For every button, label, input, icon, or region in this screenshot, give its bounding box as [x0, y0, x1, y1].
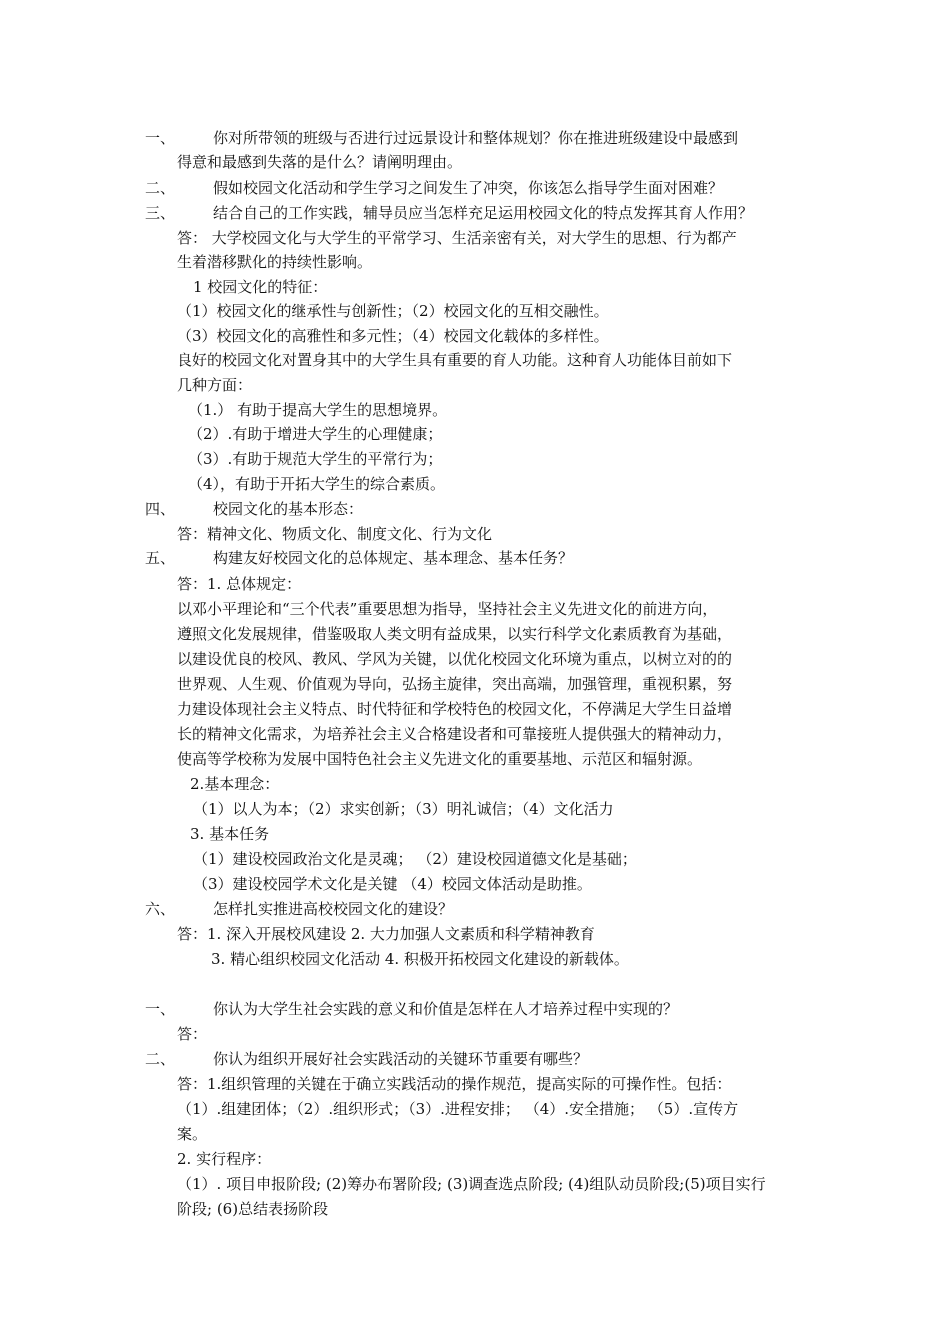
question-text: 怎样扎实推进高校校园文化的建设？: [213, 900, 454, 918]
question-number: 一、: [145, 1000, 176, 1018]
answer-text: 以建设优良的校风、教风、学风为关键，以优化校园文化环境为重点，以树立对的的: [177, 650, 733, 668]
question-text: 校园文化的基本形态：: [213, 500, 364, 518]
answer-text: 3. 精心组织校园文化活动 4. 积极开拓校园文化建设的新载体。: [211, 950, 629, 968]
answer-text: 力建设体现社会主义特点、时代特征和学校特色的校园文化，不停满足大学生日益增: [177, 700, 733, 718]
list-item: （4），有助于开拓大学生的综合素质。: [188, 475, 446, 493]
answer-text: 使高等学校称为发展中国特色社会主义先进文化的重要基地、示范区和辐射源。: [177, 750, 703, 768]
answer-text: （1）建设校园政治文化是灵魂； （2）建设校园道德文化是基础；: [193, 850, 637, 868]
answer-text: 以邓小平理论和“三个代表”重要思想为指导，坚持社会主义先进文化的前进方向，: [177, 600, 718, 618]
question-text: 得意和最感到失落的是什么？请阐明理由。: [177, 153, 463, 171]
question-number: 五、: [145, 549, 176, 567]
answer-subheading: 答：1. 总体规定：: [177, 575, 302, 593]
list-item: （2）.有助于增进大学生的心理健康；: [188, 425, 443, 443]
answer-text: 遵照文化发展规律，借鉴吸取人类文明有益成果，以实行科学文化素质教育为基础，: [177, 625, 733, 643]
answer-text: （3）建设校园学术文化是关键 （4）校园文体活动是助推。: [193, 875, 592, 893]
answer-text: 案。: [177, 1125, 208, 1143]
question-text: 你认为大学生社会实践的意义和价值是怎样在人才培养过程中实现的？: [213, 1000, 679, 1018]
question-text: 你认为组织开展好社会实践活动的关键环节重要有哪些？: [213, 1050, 589, 1068]
question-text: 结合自己的工作实践，辅导员应当怎样充足运用校园文化的特点发挥其育人作用？: [213, 204, 754, 222]
answer-text: 几种方面：: [177, 376, 253, 394]
answer-subheading: 1 校园文化的特征：: [193, 278, 328, 296]
question-text: 构建友好校园文化的总体规定、基本理念、基本任务？: [213, 549, 574, 567]
answer-subheading: 3. 基本任务: [190, 825, 270, 843]
question-number: 六、: [145, 900, 176, 918]
answer-text: 阶段; (6)总结表扬阶段: [177, 1200, 329, 1218]
answer-text: （1）校园文化的继承性与创新性；（2）校园文化的互相交融性。: [177, 302, 609, 320]
answer-text: 答：1. 深入开展校风建设 2. 大力加强人文素质和科学精神教育: [177, 925, 595, 943]
answer-text: （1）.组建团体；（2）.组织形式；（3）.进程安排； （4）.安全措施； （5）.宣传方: [177, 1100, 739, 1118]
question-number: 一、: [145, 129, 176, 147]
question-text: 你对所带领的班级与否进行过远景设计和整体规划？你在推进班级建设中最感到: [213, 129, 739, 147]
question-number: 四、: [145, 500, 176, 518]
answer-text: （3）校园文化的高雅性和多元性；（4）校园文化载体的多样性。: [177, 327, 609, 345]
question-number: 二、: [145, 1050, 176, 1068]
answer-text: 答： 大学校园文化与大学生的平常学习、生活亲密有关，对大学生的思想、行为都产: [177, 229, 737, 247]
answer-subheading: 2. 实行程序：: [177, 1150, 272, 1168]
answer-text: 生着潜移默化的持续性影响。: [177, 253, 373, 271]
answer-text: 长的精神文化需求，为培养社会主义合格建设者和可靠接班人提供强大的精神动力，: [177, 725, 733, 743]
answer-text: 答：精神文化、物质文化、制度文化、行为文化: [177, 525, 493, 543]
answer-text: 良好的校园文化对置身其中的大学生具有重要的育人功能。这种育人功能体目前如下: [177, 351, 733, 369]
list-item: （1.） 有助于提高大学生的思想境界。: [188, 401, 448, 419]
question-number: 二、: [145, 179, 176, 197]
list-item: （3）.有助于规范大学生的平常行为；: [188, 450, 443, 468]
answer-text: 答：: [177, 1025, 208, 1043]
answer-text: （1）. 项目申报阶段; (2)筹办布署阶段; (3)调查选点阶段; (4)组队动员阶段;(5)项目实行: [177, 1175, 766, 1193]
answer-subheading: 2.基本理念：: [190, 775, 280, 793]
question-text: 假如校园文化活动和学生学习之间发生了冲突，你该怎么指导学生面对困难？: [213, 179, 724, 197]
question-number: 三、: [145, 204, 176, 222]
answer-text: 世界观、人生观、价值观为导向，弘扬主旋律，突出高端，加强管理，重视积累，努: [177, 675, 733, 693]
answer-text: 答：1.组织管理的关键在于确立实践活动的操作规范，提高实际的可操作性。包括：: [177, 1075, 732, 1093]
answer-text: （1）以人为本；（2）求实创新；（3）明礼诚信；（4）文化活力: [193, 800, 614, 818]
